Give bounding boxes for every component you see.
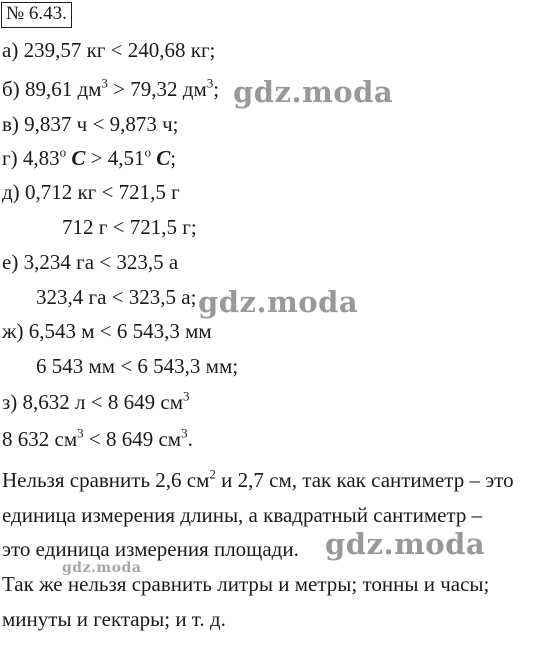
item-z2-end: . [187, 427, 193, 451]
item-b-prefix: б) [2, 77, 25, 101]
paragraph-line-1-sup: 2 [209, 466, 216, 482]
item-b-left: 89,61 дм [24, 77, 102, 101]
item-b-sup2: 3 [206, 75, 214, 91]
paragraph-line-1a: Нельзя сравнить 2,6 см [2, 468, 210, 492]
paragraph-line-4: Так же нельзя сравнить литры и метры; тонны и часы; [2, 572, 490, 596]
item-z2-sup2: 3 [181, 425, 188, 441]
item-g-prefix: г) [2, 146, 23, 170]
paragraph-line-2: единица измерения длины, а квадратный сантиметр – [2, 503, 483, 527]
item-zh1-prefix: ж) [2, 319, 29, 343]
item-v [2, 114, 178, 135]
item-e2: 323,4 га < 323,5 а; [36, 285, 197, 309]
item-g-deg2: o [144, 144, 151, 160]
item-g-deg1: o [59, 144, 67, 160]
item-e1-text: 3,234 га < 323,5 а [23, 250, 179, 274]
paragraph-line-5: минуты и гектары; и т. д. [2, 607, 226, 631]
item-zh2: 6 543 мм < 6 543,3 мм; [36, 354, 239, 378]
item-g-unit2: C [150, 146, 171, 170]
item-zh1-text: 6,543 м < 6 543,3 мм [28, 319, 212, 343]
item-z2-sup1: 3 [77, 425, 84, 441]
item-z1 [2, 388, 190, 414]
item-z2-left: 8 632 см [2, 427, 78, 451]
item-d1 [2, 182, 180, 203]
item-a-text: 239,57 кг < 240,68 кг; [23, 38, 216, 62]
item-z1-sup: 3 [182, 388, 190, 404]
item-z1-prefix: з) [2, 390, 23, 414]
item-g-left: 4,83 [22, 146, 60, 170]
exercise-number: № 6.43. [1, 2, 72, 28]
item-e1 [2, 252, 178, 273]
item-d1-text: 0,712 кг < 721,5 г [24, 180, 180, 204]
watermark-logo-small: gdz.moda [62, 560, 142, 576]
item-b-mid: > 79,32 дм [107, 77, 207, 101]
item-v-text: 9,837 ч < 9,873 ч; [24, 112, 179, 136]
item-v-prefix: в) [2, 112, 25, 136]
item-z2 [2, 425, 193, 451]
item-g-mid: > 4,51 [85, 146, 145, 170]
item-z1-left: 8,632 л < 8 649 см [22, 390, 183, 414]
item-a [2, 40, 215, 61]
paragraph-line-1 [2, 466, 514, 492]
item-g-unit1: C [66, 146, 86, 170]
item-d1-prefix: д) [2, 180, 25, 204]
item-g-end: ; [170, 146, 177, 170]
paragraph-line-1b: и 2,7 см, так как сантиметр – это [215, 468, 514, 492]
item-g [2, 144, 177, 170]
watermark-logo: gdz.moda [325, 527, 486, 561]
item-z2-mid: < 8 649 см [83, 427, 182, 451]
item-b-end: ; [213, 77, 220, 101]
item-b-sup1: 3 [101, 75, 108, 91]
paragraph-line-3: это единица измерения площади. [2, 537, 299, 561]
item-a-prefix: а) [2, 38, 24, 62]
item-zh1 [2, 321, 212, 342]
watermark-logo: gdz.moda [233, 75, 394, 109]
item-e1-prefix: е) [2, 250, 24, 274]
item-b [2, 75, 220, 101]
item-d2: 712 г < 721,5 г; [62, 215, 197, 239]
watermark-logo: gdz.moda [198, 285, 359, 319]
